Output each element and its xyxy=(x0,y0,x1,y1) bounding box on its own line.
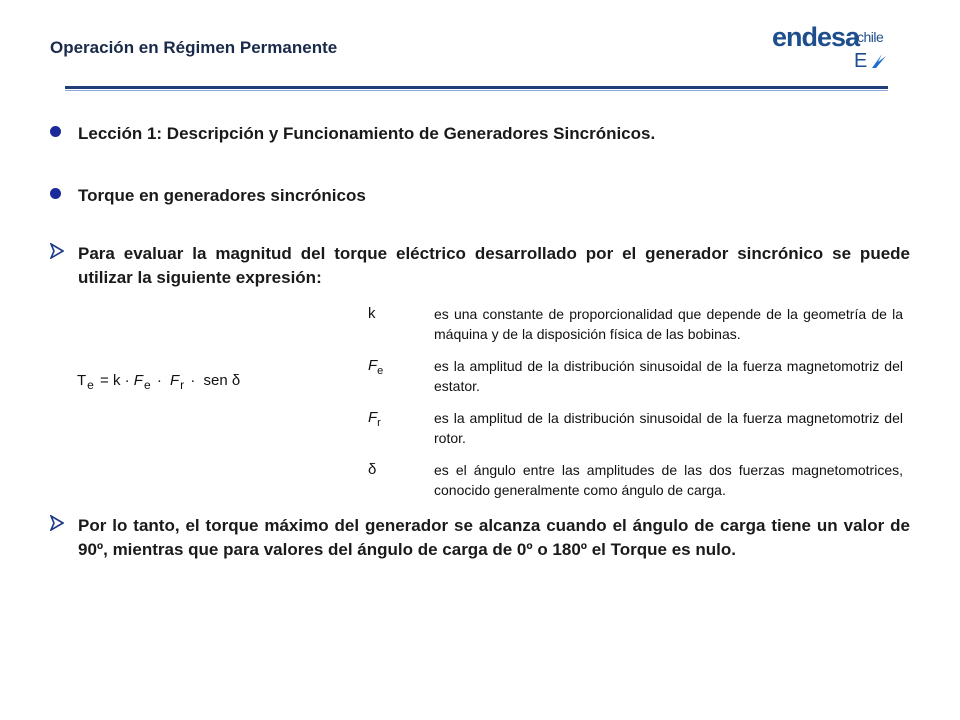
endesa-logo xyxy=(772,22,892,72)
formula-dot1: · xyxy=(156,372,162,389)
definition-text: es el ángulo entre las amplitudes de las dos fuerzas magnetomotrices, conocido generalmente como ángulo de carga. xyxy=(434,462,903,498)
definition-symbol: $F_e$ xyxy=(368,357,384,377)
bullet-text: Por lo tanto, el torque máximo del generador se alcanza cuando el ángulo de carga tiene un valor de 90º, mientras que para valores del ángulo de carga de 0º o 180º el Torque es nulo. xyxy=(78,516,910,559)
page-title: Operación en Régimen Permanente xyxy=(50,38,338,57)
arrow-bullet-icon xyxy=(50,243,64,259)
formula-sen: sen δ xyxy=(203,372,241,389)
header-divider xyxy=(65,86,888,89)
svg-text:E: E xyxy=(854,50,868,70)
formula-dot2: · xyxy=(190,372,196,389)
header-divider-thin xyxy=(65,90,888,91)
definition-symbol: δ xyxy=(368,461,377,478)
bullet-dot-icon xyxy=(50,126,61,137)
definition-text: es la amplitud de la distribución sinusoidal de la fuerza magnetomotriz del estator. xyxy=(434,358,903,394)
bullet-text: Lección 1: Descripción y Funcionamiento de Generadores Sincrónicos. xyxy=(78,124,656,143)
torque-formula xyxy=(77,372,241,392)
definition-text: es una constante de proporcionalidad que depende de la geometría de la máquina y de la disposición física de las bobinas. xyxy=(434,306,903,342)
bullet-text: Torque en generadores sincrónicos xyxy=(78,186,366,205)
logo-mark-icon xyxy=(852,48,888,70)
formula-fe: F xyxy=(133,372,143,389)
formula-fe-sub: e xyxy=(143,378,151,392)
logo-subtext: chile xyxy=(857,29,884,45)
definition-delta xyxy=(368,460,903,512)
definition-fr xyxy=(368,408,903,460)
definition-fe xyxy=(368,356,903,408)
definition-text: es la amplitud de la distribución sinusoidal de la fuerza magnetomotriz del rotor. xyxy=(434,410,903,446)
definition-k xyxy=(368,304,903,356)
arrow-bullet-icon xyxy=(50,515,64,531)
formula-fr: F xyxy=(170,372,180,389)
formula-t-sub: e xyxy=(87,378,94,392)
definition-symbol: $F_r$ xyxy=(368,409,381,429)
definition-symbol: k xyxy=(368,305,376,322)
bullet-dot-icon xyxy=(50,188,61,199)
definitions-list xyxy=(368,304,903,512)
bullet-text: Para evaluar la magnitud del torque eléctrico desarrollado por el generador sincrónico se puede utilizar la siguiente expresión: xyxy=(78,244,910,287)
formula-t: T xyxy=(77,372,87,389)
logo-wordmark: endesa xyxy=(772,22,860,52)
formula-eq: = k · xyxy=(100,372,130,389)
formula-fr-sub: r xyxy=(180,378,185,392)
